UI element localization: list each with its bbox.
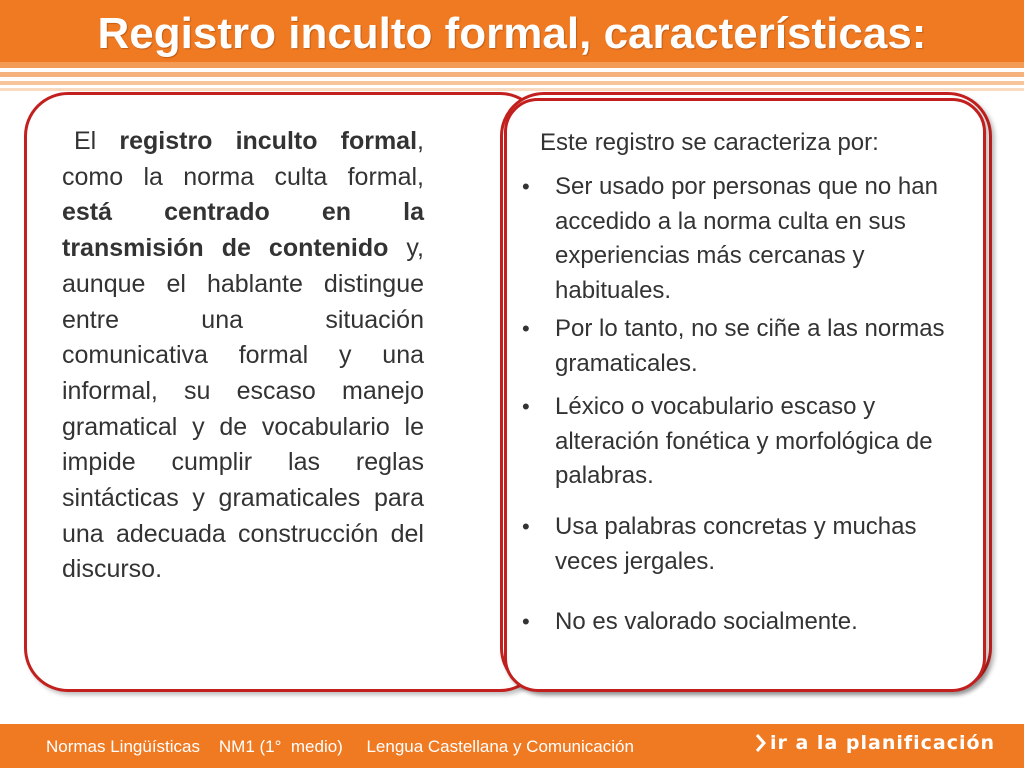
bullet-icon: •	[522, 514, 530, 539]
title-bar-stripes	[0, 62, 1024, 96]
paragraph-text: y, aunque el hablante distingue entre una situación comunicativa formal y una informal, su escaso manejo gramatical y de vocabulario le impide cumplir las reglas sintácticas y gramaticales para una adecuada construcción del discurso.	[62, 234, 424, 584]
bullet-text: Ser usado por personas que no han accedido a la norma culta en sus experiencias más cercanas y habituales.	[555, 173, 938, 304]
planning-link-label: ir a la planificación	[770, 732, 996, 754]
bullet-icon: •	[522, 316, 530, 341]
bullet-icon: •	[522, 394, 530, 419]
paragraph-text: El	[74, 127, 120, 155]
bullet-text: Por lo tanto, no se ciñe a las normas gramaticales.	[555, 315, 945, 377]
planning-link[interactable]	[756, 730, 1006, 756]
footer-course-info: Normas Lingüísticas NM1 (1° medio) Lengua Castellana y Comunicación	[46, 737, 634, 756]
bullet-text: No es valorado socialmente.	[555, 608, 858, 635]
emphasized-text: está centrado en la transmisión de contenido	[62, 198, 424, 263]
paragraph-text: , como la norma culta formal,	[62, 127, 424, 191]
right-panel-heading: Este registro se caracteriza por:	[540, 129, 879, 156]
left-panel-text	[62, 124, 424, 588]
chevron-right-icon	[756, 734, 766, 752]
emphasized-text: registro inculto formal	[119, 127, 418, 155]
bullet-text: Usa palabras concretas y muchas veces jergales.	[555, 513, 917, 575]
slide-title: Registro inculto formal, características:	[97, 9, 927, 58]
bullet-icon: •	[522, 609, 530, 634]
bullet-icon: •	[522, 174, 530, 199]
bullet-text: Léxico o vocabulario escaso y alteración fonética y morfológica de palabras.	[555, 393, 933, 489]
